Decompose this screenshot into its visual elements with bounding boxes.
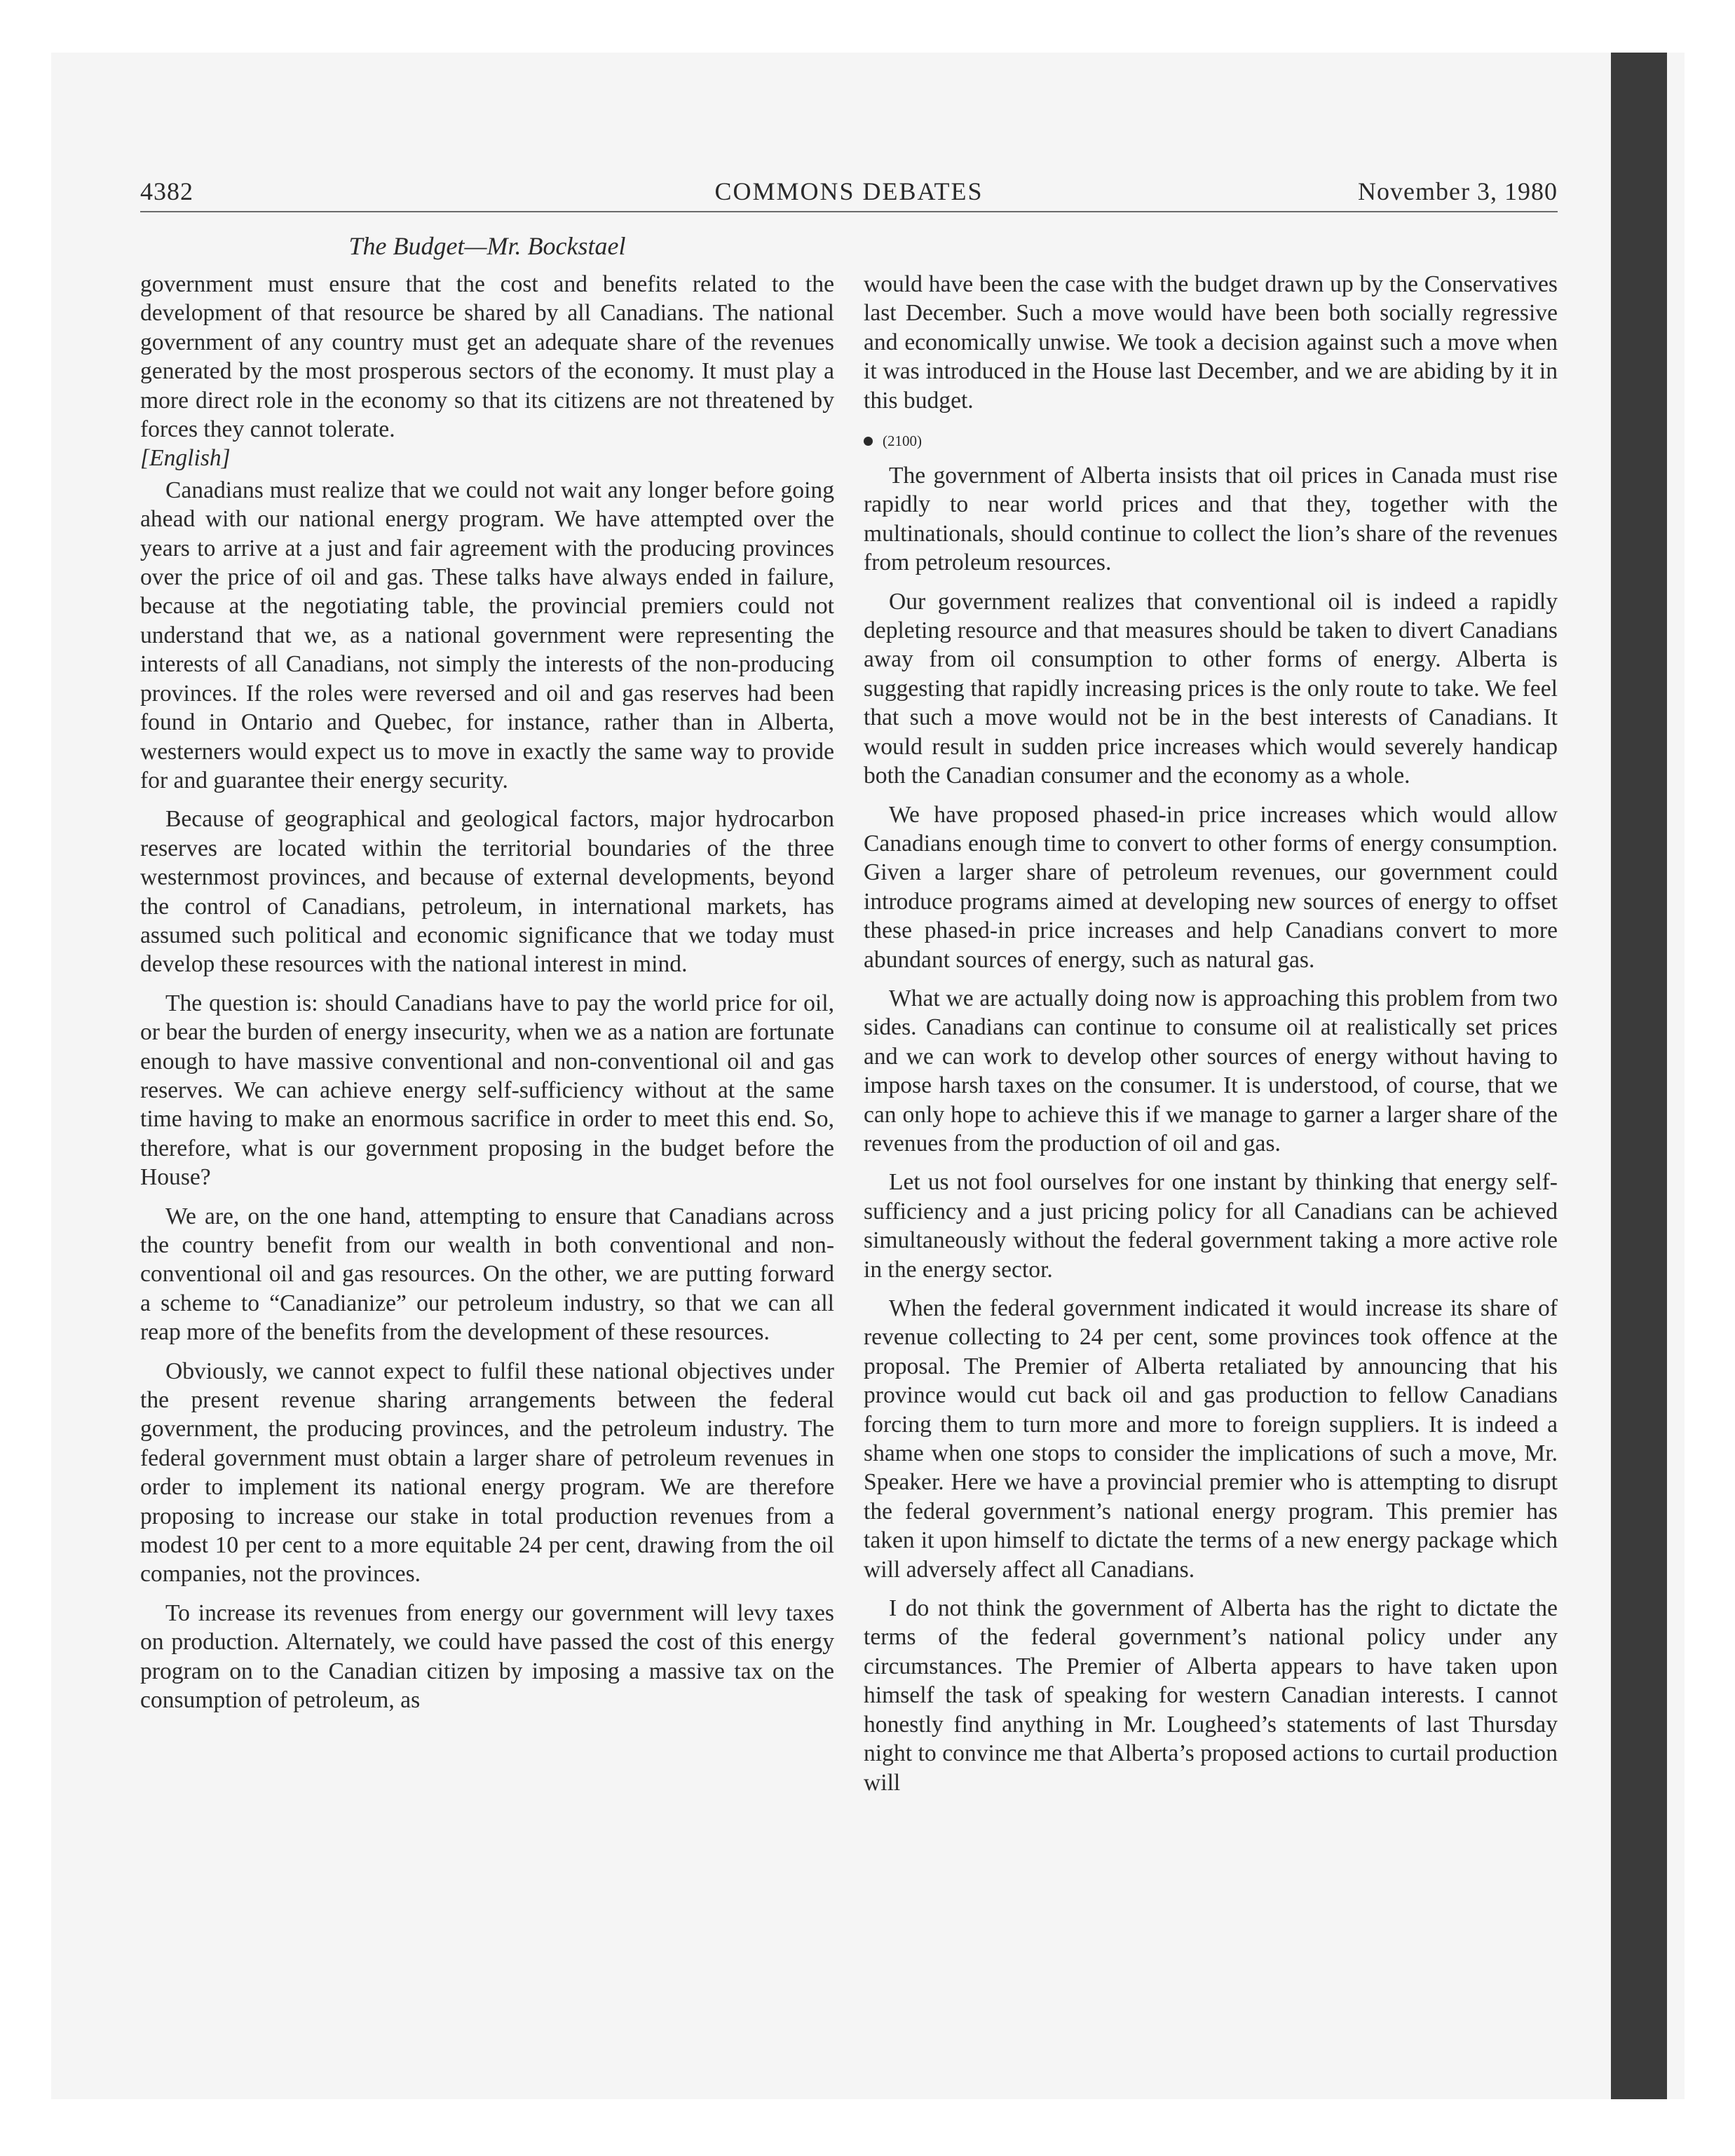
- paragraph: would have been the case with the budget drawn up by the Conservatives last December. Such a move would have been both socially regressive and economically unwise. We took a decision against such a move when it was introduced in the House last December, and we are abiding by it in this budget.: [864, 271, 1558, 414]
- page-number: 4382: [140, 177, 193, 205]
- paragraph: We are, on the one hand, attempting to ensure that Canadians across the country benefit from our wealth in both conventional and non-conventional oil and gas resources. On the other, we are putting forward a scheme to “Canadianize” our petroleum industry, so that we can all reap more of the benefits from the development of these resources.: [140, 1203, 834, 1346]
- left-column: [140, 270, 834, 1715]
- running-header: [140, 177, 1558, 213]
- scan-border-shadow: [1611, 53, 1667, 2099]
- paragraph: Canadians must realize that we could not wait any longer before going ahead with our national energy program. We have attempted over the years to arrive at a just and fair agreement with the producing provinces over the price of oil and gas. These talks have always ended in failure, because at the negotiating table, the provincial premiers could not understand that we, as a national government were representing the interests of all Canadians, not simply the interests of the non-producing provinces. If the roles were reversed and oil and gas reserves had been found in Ontario and Quebec, for instance, rather than in Alberta, westerners would expect us to move in exactly the same way to provide for and guarantee their energy security.: [140, 477, 834, 793]
- header-rule: [140, 211, 1558, 212]
- publication-title: COMMONS DEBATES: [714, 177, 984, 205]
- time-marker: [864, 430, 1558, 451]
- paragraph: I do not think the government of Alberta has the right to dictate the terms of the federal government’s national policy under any circumstances. The Premier of Alberta appears to have taken upon himself the task of speaking for western Canadian interests. I cannot honestly find anything in Mr. Lougheed’s statements of last Thursday night to convince me that Alberta’s proposed actions to curtail production will: [864, 1595, 1558, 1796]
- bullet-icon: [864, 437, 873, 446]
- paragraph: Because of geographical and geological factors, major hydrocarbon reserves are located within the territorial boundaries of the three westernmost provinces, and because of external developments, beyond the control of Canadians, petroleum, in international markets, has assumed such political and economic significance that we today must develop these resources with the national interest in mind.: [140, 806, 834, 978]
- right-column: [864, 270, 1558, 1797]
- paragraph: Our government realizes that conventional oil is indeed a rapidly depleting resource and that measures should be taken to divert Canadians away from oil consumption to other forms of energy. Alberta is suggesting that rapidly increasing prices is the only route to take. We feel that such a move would not be in the best interests of Canadians. It would result in sudden price increases which would severely handicap both the Canadian consumer and the economy as a whole.: [864, 588, 1558, 789]
- paragraph: The question is: should Canadians have to pay the world price for oil, or bear the burden of energy insecurity, when we as a nation are fortunate enough to have massive conventional and non-conventional oil and gas reserves. We can achieve energy self-sufficiency without at the same time having to make an enormous sacrifice in order to meet this end. So, therefore, what is our government proposing in the budget before the House?: [140, 990, 834, 1191]
- paragraph: We have proposed phased-in price increases which would allow Canadians enough time to convert to other forms of energy consumption. Given a larger share of petroleum revenues, our government could introduce programs aimed at developing new sources of energy to offset these phased-in price increases and help Canadians convert to more abundant sources of energy, such as natural gas.: [864, 801, 1558, 973]
- paragraph: Obviously, we cannot expect to fulfil these national objectives under the present revenue sharing arrangements between the federal government, the producing provinces, and the petroleum industry. The federal government must obtain a larger share of petroleum revenues in order to implement its national energy program. We are therefore proposing to increase our stake in total production revenues from a modest 10 per cent to a more equitable 24 per cent, drawing from the oil companies, not the provinces.: [140, 1358, 834, 1588]
- paragraph: What we are actually doing now is approaching this problem from two sides. Canadians can continue to consume oil at realistically set prices and we can work to develop other sources of energy without having to impose harsh taxes on the consumer. It is understood, of course, that we can only hope to achieve this if we manage to garner a larger share of the revenues from the production of oil and gas.: [864, 985, 1558, 1157]
- time-marker-label: (2100): [883, 432, 922, 450]
- paragraph: To increase its revenues from energy our government will levy taxes on production. Alternately, we could have passed the cost of this energy program on to the Canadian citizen by imposing a massive tax on the consumption of petroleum, as: [140, 1599, 834, 1714]
- paragraph: The government of Alberta insists that oil prices in Canada must rise rapidly to near world prices and that they, together with the multinationals, should continue to collect the lion’s share of the revenues from petroleum resources.: [864, 463, 1558, 576]
- paragraph: Let us not fool ourselves for one instant by thinking that energy self-sufficiency and a just pricing policy for all Canadians can be achieved simultaneously without the federal government taking a more active role in the energy sector.: [864, 1169, 1558, 1283]
- paragraph: When the federal government indicated it would increase its share of revenue collecting to 24 per cent, some provinces took offence at the proposal. The Premier of Alberta retaliated by announcing that his province would cut back oil and gas production to fellow Canadians forcing them to turn more and more to foreign suppliers. It is indeed a shame when one stops to consider the implications of such a move, Mr. Speaker. Here we have a provincial premier who is attempting to disrupt the federal government’s national energy program. This premier has taken it upon himself to dictate the terms of a new energy package which will adversely affect all Canadians.: [864, 1295, 1558, 1583]
- issue-date: November 3, 1980: [1358, 177, 1558, 205]
- section-caption: The Budget—Mr. Bockstael: [348, 232, 626, 260]
- language-note: [English]: [140, 445, 231, 472]
- paragraph: government must ensure that the cost and benefits related to the development of that resource be shared by all Canadians. The national government of any country must get an adequate share of the revenues generated by the most prosperous sectors of the economy. It must play a more direct role in the economy so that its citizens are not threatened by forces they cannot tolerate.: [140, 271, 834, 443]
